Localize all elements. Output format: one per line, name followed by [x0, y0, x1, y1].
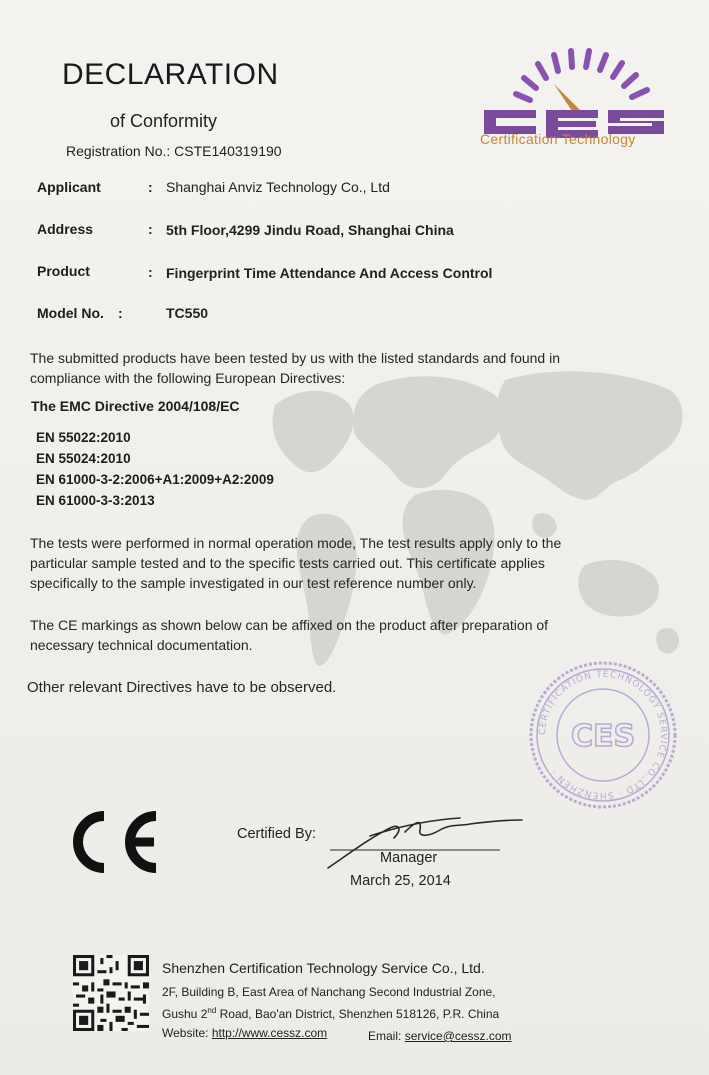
stamp-ring-text: CERTIFICATION TECHNOLOGY SERVICE CO.,LTD · SHENZHEN · — [537, 669, 669, 801]
website-line — [162, 1026, 327, 1040]
document-title: DECLARATION — [62, 58, 279, 91]
registration-number: Registration No.: CSTE140319190 — [66, 143, 282, 159]
stamp-center-text: CES — [570, 719, 636, 754]
intro-line: The submitted products have been tested by us with the listed standards and found in — [30, 350, 560, 366]
model-label: Model No. — [37, 305, 104, 321]
standard-item: EN 55022:2010 — [36, 430, 131, 445]
product-label: Product — [37, 263, 90, 279]
logo-tagline: Certification Technology — [480, 131, 636, 147]
email-link[interactable]: service@cessz.com — [404, 1029, 512, 1043]
model-value: TC550 — [166, 305, 209, 321]
model-colon: : — [118, 305, 123, 321]
website-label: Website: — [162, 1026, 212, 1040]
applicant-colon: : — [148, 179, 153, 195]
ce-paragraph — [30, 615, 630, 655]
signatory-role: Manager — [380, 850, 438, 866]
intro-line: compliance with the following European Directives: — [30, 370, 346, 386]
address-part: Road, Bao'an District, Shenzhen 518126, P.R. China — [216, 1007, 500, 1021]
logo-rays-icon — [516, 51, 647, 100]
email-label: Email: — [368, 1029, 405, 1043]
address-label: Address — [37, 221, 94, 237]
document-subtitle: of Conformity — [110, 111, 218, 131]
ce-line: The CE markings as shown below can be affixed on the product after preparation of — [30, 617, 549, 633]
email-line — [368, 1029, 512, 1043]
certified-by-label: Certified By: — [237, 826, 316, 842]
tests-line: particular sample tested and to the specific tests carried out. This certificate applies — [30, 555, 545, 571]
tests-line: The tests were performed in normal operation mode, The test results apply only to the — [30, 535, 562, 551]
ce-line: necessary technical documentation. — [30, 637, 253, 653]
tests-line: specifically to the sample investigated in our test reference number only. — [30, 575, 477, 591]
product-colon: : — [148, 264, 153, 280]
website-link[interactable]: http://www.cessz.com — [211, 1026, 328, 1040]
standard-item: EN 61000-3-3:2013 — [36, 493, 155, 508]
address-ordinal: nd — [207, 1006, 217, 1015]
ce-mark-icon — [70, 810, 162, 874]
tests-paragraph — [30, 533, 630, 593]
company-seal-stamp — [528, 660, 678, 810]
logo-needle-icon — [554, 84, 580, 114]
qr-code — [73, 955, 149, 1031]
issuer-company-name: Shenzhen Certification Technology Service Co., Ltd. — [162, 960, 485, 976]
standard-item: EN 61000-3-2:2006+A1:2009+A2:2009 — [36, 472, 274, 487]
address-colon: : — [148, 221, 153, 237]
applicant-label: Applicant — [37, 179, 101, 195]
issuer-address-line: 2F, Building B, East Area of Nanchang Second Industrial Zone, — [162, 985, 496, 999]
directive-title: The EMC Directive 2004/108/EC — [31, 398, 240, 414]
applicant-value: Shanghai Anviz Technology Co., Ltd — [166, 179, 390, 195]
handwritten-signature — [310, 808, 525, 878]
issuer-address-line-2 — [162, 1006, 499, 1021]
other-directives: Other relevant Directives have to be observed. — [27, 679, 337, 696]
product-value: Fingerprint Time Attendance And Access Control — [166, 265, 493, 281]
intro-paragraph — [30, 348, 630, 388]
standard-item: EN 55024:2010 — [36, 451, 131, 466]
signature-date: March 25, 2014 — [350, 873, 451, 889]
address-value: 5th Floor,4299 Jindu Road, Shanghai China — [166, 222, 454, 238]
address-part: Gushu 2 — [162, 1007, 208, 1021]
